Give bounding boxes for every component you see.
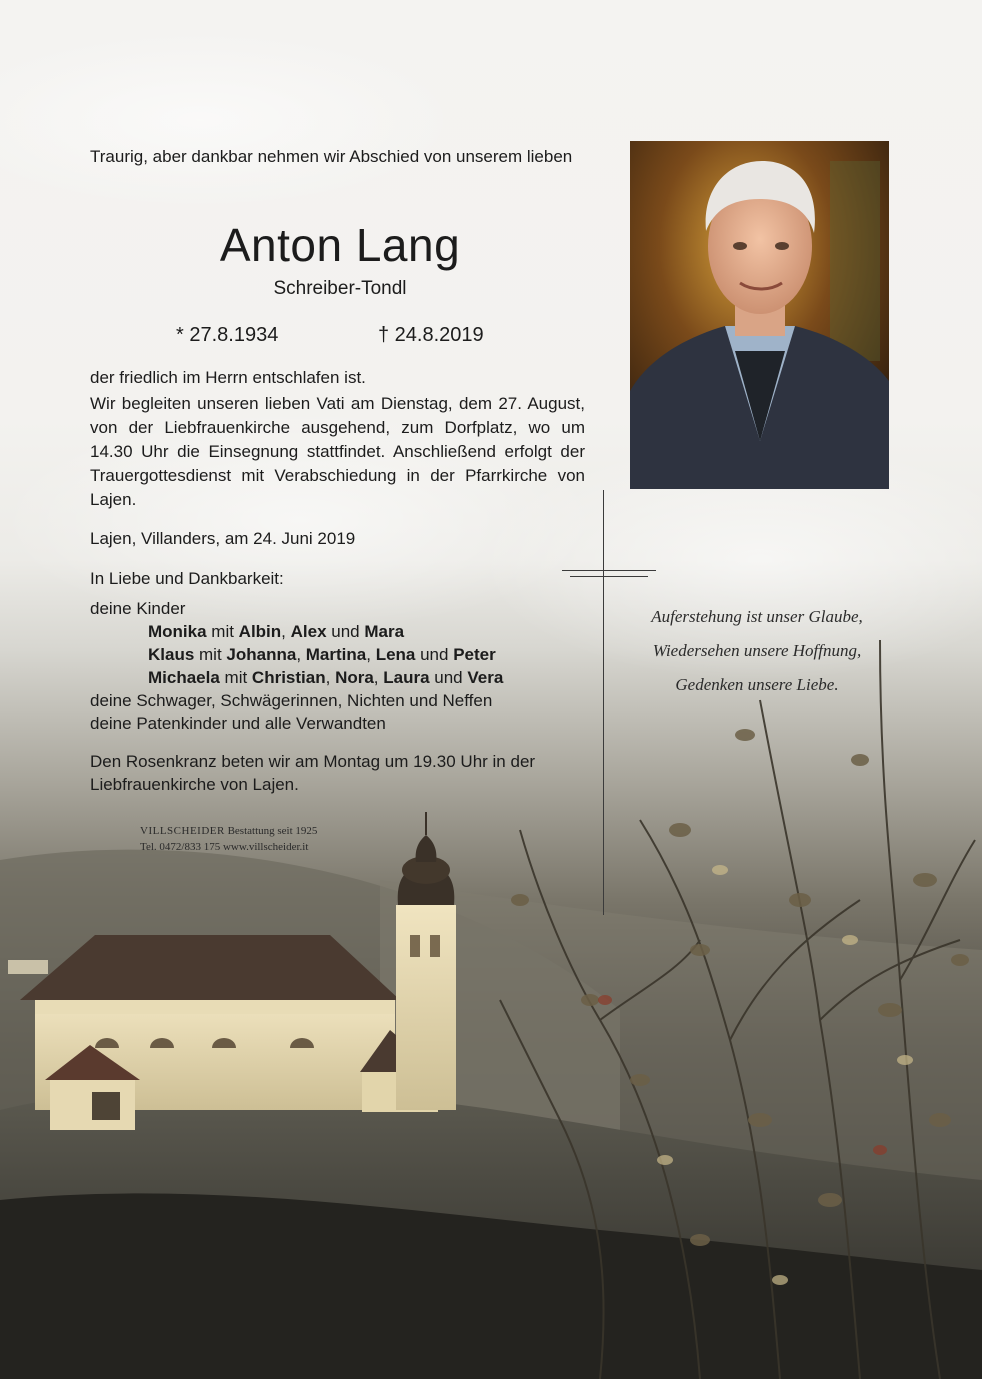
quote-line: Auferstehung ist unser Glaube, — [651, 607, 863, 626]
family-line: Klaus mit Johanna, Martina, Lena und Peter — [148, 645, 496, 664]
family-line: Monika mit Albin, Alex und Mara — [148, 622, 405, 641]
nickname: Schreiber-Tondl — [273, 278, 407, 299]
funeral-details: Wir begleiten unseren lieben Vati am Dienstag, dem 27. August, von der Liebfrauenkirche ausgehend, zum Dorfplatz, wo um 14.30 Uhr die Einsegnung stattfindet. Anschließend erfolgt der Trauergottesdienst mit Verabschiedung in der Pfarrkirche von Lajen. — [90, 394, 585, 509]
mourners-heading: In Liebe und Dankbarkeit: — [90, 569, 284, 588]
quote-line: Wiedersehen unsere Hoffnung, — [652, 641, 862, 660]
deceased-name: Anton Lang — [219, 219, 461, 271]
intro-text: Traurig, aber dankbar nehmen wir Abschied von unserem lieben — [90, 147, 573, 166]
place-date: Lajen, Villanders, am 24. Juni 2019 — [90, 529, 356, 548]
inlaws-line: deine Schwager, Schwägerinnen, Nichten und Neffen — [90, 691, 493, 710]
quote-line: Gedenken unsere Liebe. — [675, 675, 839, 694]
memorial-quote — [612, 600, 902, 702]
family-line: Michaela mit Christian, Nora, Laura und Vera — [148, 668, 504, 687]
birth-date: * 27.8.1934 — [176, 324, 279, 346]
funeral-home-tagline: Bestattung seit 1925 — [227, 825, 318, 837]
passed-text: der friedlich im Herrn entschlafen ist. — [90, 368, 366, 387]
cross-horizontal-line — [570, 576, 648, 577]
portrait-photo — [630, 141, 889, 489]
relatives-line: deine Patenkinder und alle Verwandten — [90, 714, 386, 733]
mourners-list — [90, 567, 590, 735]
rosary-note: Den Rosenkranz beten wir am Montag um 19.30 Uhr in der Liebfrauenkirche von Lajen. — [90, 752, 536, 794]
cross-vertical-line — [603, 490, 604, 915]
cross-horizontal-line — [562, 570, 656, 571]
funeral-home-contact: Tel. 0472/833 175 www.villscheider.it — [140, 841, 309, 853]
death-date: † 24.8.2019 — [378, 324, 484, 346]
funeral-home-name: VILLSCHEIDER — [140, 825, 225, 837]
funeral-home-credit — [140, 823, 317, 855]
children-label: deine Kinder — [90, 599, 186, 618]
